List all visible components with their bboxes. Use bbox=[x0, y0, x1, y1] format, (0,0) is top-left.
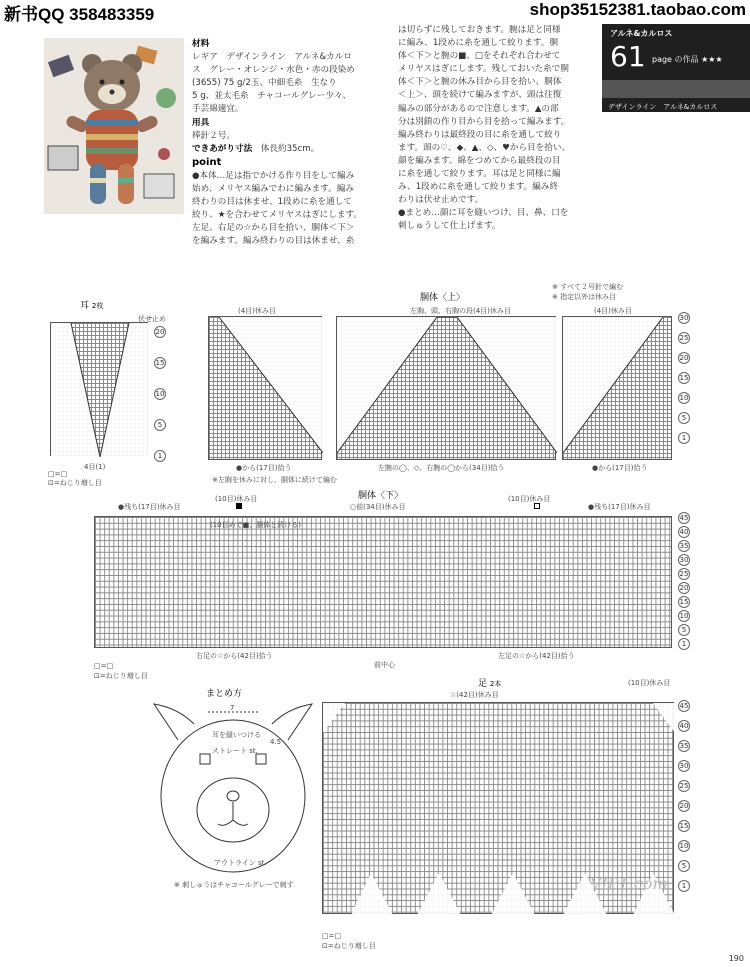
row-number: 20 bbox=[679, 584, 689, 592]
row-number: 20 bbox=[679, 802, 689, 810]
instruction-line: 刺しゅうして仕上げます。 bbox=[398, 221, 501, 232]
row-number: 1 bbox=[678, 638, 690, 650]
instruction-line: 編み終わりは最終段の目に糸を通して絞り bbox=[398, 129, 562, 140]
ear-chart-title: 耳 2枚 bbox=[80, 301, 104, 311]
row-number: 40 bbox=[679, 722, 689, 730]
instruction-line: わりは伏せ止めです。 bbox=[398, 195, 484, 206]
foot-row-numbers bbox=[678, 700, 690, 892]
instruction-line: 左足、右足の☆から目を拾い、胴体＜下＞ bbox=[192, 223, 355, 234]
row-number: 45 bbox=[679, 702, 689, 710]
ear-legend-2: ⊡=ねじり増し目 bbox=[48, 479, 102, 487]
point-heading: point bbox=[192, 156, 222, 168]
upper-left-shape bbox=[209, 317, 323, 461]
row-number: 15 bbox=[155, 359, 165, 367]
upper-right-top-label: (4目)休み目 bbox=[594, 307, 632, 315]
filled-square-marker bbox=[236, 503, 242, 509]
lower-left-top-label: ●残ち(17目)休み目 bbox=[118, 503, 181, 511]
upper-row-numbers bbox=[678, 312, 690, 444]
lower-left-bottom-label: 右足の☆から(42目)拾う bbox=[196, 652, 273, 660]
row-number: 5 bbox=[678, 860, 690, 872]
tools-text: 棒針２号。 bbox=[192, 130, 235, 141]
row-number: 20 bbox=[679, 354, 689, 362]
row-number: 45 bbox=[679, 514, 689, 522]
open-square-marker bbox=[534, 503, 540, 509]
ear-bindoff-note: 伏せ止め bbox=[138, 315, 166, 323]
row-number: 25 bbox=[679, 570, 689, 578]
bottom-watermark: VIP1.com bbox=[590, 874, 668, 893]
instruction-line: ＜上＞、頭を続けて編みますが、頭は往復 bbox=[398, 90, 562, 101]
foot-legend: □=□ bbox=[322, 932, 342, 940]
upper-body-note: ※左胸を休みに対し、胴体に続けて編む bbox=[212, 476, 337, 484]
row-number: 30 bbox=[679, 556, 689, 564]
page-number: 190 bbox=[728, 954, 744, 963]
upper-center-grid bbox=[336, 316, 556, 460]
lower-row-numbers bbox=[678, 512, 690, 650]
size-heading: できあがり寸法 bbox=[192, 143, 253, 154]
row-number: 10 bbox=[155, 390, 165, 398]
assembly-caption: ※ 刺しゅうはチャコールグレーで刺す bbox=[174, 881, 294, 889]
row-number: 1 bbox=[678, 880, 690, 892]
materials-block bbox=[192, 38, 378, 249]
instruction-line: に編み、1段めに糸を通して絞ります。胴 bbox=[398, 38, 558, 49]
materials-line: 5 g、並太毛糸 チャコールグレー少々、 bbox=[192, 91, 352, 102]
assembly-note-outline: アウトライン st. bbox=[214, 859, 267, 867]
lower-mid-top-1: (10目)休み目 bbox=[215, 495, 258, 503]
assembly-note-ears: 耳を縫いつける bbox=[212, 731, 261, 739]
row-number: 1 bbox=[154, 450, 166, 462]
instruction-line: 体＜下＞と腕の■、□をそれぞれ合わせて bbox=[398, 51, 561, 62]
assembly-note-straight: ストレート st. bbox=[212, 747, 258, 755]
instruction-line: 終わりの目は休ませ、1段めに糸を通して bbox=[192, 197, 352, 208]
upper-left-top-label: (4目)休み目 bbox=[238, 307, 276, 315]
lower-right-top-label: ●残ち(17目)休み目 bbox=[588, 503, 651, 511]
instruction-line: ●まとめ…顔に耳を縫いつけ、目、鼻、口を bbox=[398, 208, 569, 219]
instruction-line: 顔を編みます。綿をつめてから最終段の目 bbox=[398, 155, 561, 166]
bear-head-outline bbox=[148, 700, 318, 880]
teddy-bear-image bbox=[44, 38, 184, 214]
lower-legend: □=□ bbox=[94, 662, 114, 670]
body-lower-title: 胴体〈下〉 bbox=[358, 491, 404, 501]
row-number: 30 bbox=[679, 314, 689, 322]
instruction-line: メリヤスはぎにします。残しておいた糸で胴 bbox=[398, 64, 569, 75]
ear-legend: □=□ bbox=[48, 470, 68, 478]
upper-left-grid bbox=[208, 316, 322, 460]
instruction-line: を編みます。編み終わりの目は休ませ、糸 bbox=[192, 236, 355, 247]
header-page-text: page の作品 ★★★ bbox=[652, 55, 723, 64]
foot-legend-2: ⊡=ねじり増し目 bbox=[322, 942, 376, 950]
materials-heading: 材料 bbox=[192, 39, 210, 49]
instruction-line: は切らずに残しておきます。腕は足と同様 bbox=[398, 25, 561, 35]
assembly-dim-2: 4.5 bbox=[270, 738, 282, 746]
row-number: 40 bbox=[679, 528, 689, 536]
foot-top-center-label: ☆(42目)休み目 bbox=[450, 691, 499, 699]
lower-mid-top-3: (10目)休み目 bbox=[508, 495, 551, 503]
row-number: 35 bbox=[679, 742, 689, 750]
assembly-dim-1: 7 bbox=[230, 704, 235, 712]
header-subtitle: デザインライン アルネ&カルロス bbox=[608, 103, 718, 111]
watermark-left: 新书QQ 358483359 bbox=[4, 5, 155, 24]
upper-center-shape bbox=[337, 317, 557, 461]
ear-bottom-label: 4目(1) bbox=[84, 463, 106, 471]
instruction-line: 分は別鎖の作り目から目を拾って編みます。 bbox=[398, 116, 570, 127]
instruction-line: 体＜下＞と腕の休み目から目を拾い、胴体 bbox=[398, 77, 562, 88]
row-number: 5 bbox=[678, 412, 690, 424]
instructions-right bbox=[398, 24, 594, 234]
lower-right-bottom-label: 左足の☆から(42目)拾う bbox=[498, 652, 575, 660]
row-number: 10 bbox=[679, 394, 689, 402]
lower-grid bbox=[94, 516, 672, 648]
header-page-number: 61 bbox=[610, 40, 646, 73]
ear-chart-grid bbox=[50, 322, 148, 456]
row-number: 5 bbox=[154, 419, 166, 431]
row-number: 15 bbox=[679, 598, 689, 606]
upper-right-bottom-label: ●から(17目)拾う bbox=[592, 464, 648, 472]
upper-right-shape bbox=[563, 317, 673, 461]
size-text: 体長約35cm。 bbox=[260, 143, 320, 154]
upper-right-grid bbox=[562, 316, 672, 460]
materials-line: ス グレー・オレンジ・水色・赤の段染め bbox=[192, 65, 355, 76]
body-upper-note-1: ※ すべて２号針で編む bbox=[552, 283, 623, 291]
instruction-line: み、1段めに糸を通して絞ります。編み終 bbox=[398, 182, 558, 193]
instruction-line: 編みの部分があるので注意します。▲の部 bbox=[398, 103, 559, 114]
header-stripe bbox=[602, 80, 750, 98]
row-number: 25 bbox=[679, 782, 689, 790]
watermark-right: shop35152381.taobao.com bbox=[529, 0, 746, 19]
lower-mid-note: (10目めで■、胴体と続ける) bbox=[210, 521, 301, 529]
row-number: 15 bbox=[679, 822, 689, 830]
instruction-line: 絞り、★を合わせてメリヤスはぎにします。 bbox=[192, 210, 362, 221]
row-number: 1 bbox=[678, 432, 690, 444]
materials-line: レギア デザインライン アルネ&カルロ bbox=[192, 52, 352, 63]
assembly-title: まとめ方 bbox=[206, 689, 243, 699]
lower-legend-2: ⊡=ねじり増し目 bbox=[94, 672, 148, 680]
upper-left-bottom-label: ●から(17目)拾う bbox=[236, 464, 292, 472]
instruction-line: ●本体…足は指でかける作り目をして編み bbox=[192, 170, 355, 181]
row-number: 30 bbox=[679, 762, 689, 770]
foot-title: 足 2本 bbox=[478, 679, 502, 689]
upper-center-bottom-label: 左腕の◯、◇、右腕の◯から(34目)拾う bbox=[378, 464, 505, 472]
body-upper-note-2: ※ 指定以外は休み目 bbox=[552, 293, 617, 301]
row-number: 5 bbox=[678, 624, 690, 636]
foot-top-right-label: (10目)休み目 bbox=[628, 679, 671, 687]
pattern-header-box bbox=[602, 24, 750, 112]
materials-line: 手芸綿適宜。 bbox=[192, 104, 244, 115]
ear-shape bbox=[51, 323, 149, 457]
row-number: 20 bbox=[155, 328, 165, 336]
instruction-line: ます。頭の♡、◆、▲、◇、♥から目を拾い、 bbox=[398, 142, 571, 153]
header-brand: アルネ&カルロス bbox=[610, 29, 673, 38]
instruction-line: に糸を通して絞ります。耳は足と同様に編 bbox=[398, 169, 561, 180]
materials-line: (3655) 75 g/2玉、中細毛糸 生なり bbox=[192, 78, 337, 89]
bear-photo bbox=[44, 38, 184, 214]
row-number: 10 bbox=[679, 842, 689, 850]
tools-heading: 用具 bbox=[192, 117, 210, 128]
row-number: 10 bbox=[679, 612, 689, 620]
body-upper-title: 胴体〈上〉 bbox=[420, 293, 466, 303]
lower-center-label: 前中心 bbox=[374, 661, 395, 669]
lower-mid-top-2: ○前(34目)休み目 bbox=[350, 503, 406, 511]
assembly-diagram bbox=[148, 700, 318, 880]
row-number: 15 bbox=[679, 374, 689, 382]
row-number: 25 bbox=[679, 334, 689, 342]
ear-row-numbers bbox=[154, 326, 166, 462]
instruction-line: 始め、メリヤス編みでわに編みます。編み bbox=[192, 184, 354, 195]
upper-center-top-label: 左胸、頭、右胸の段(4目)休み目 bbox=[410, 307, 511, 315]
row-number: 35 bbox=[679, 542, 689, 550]
